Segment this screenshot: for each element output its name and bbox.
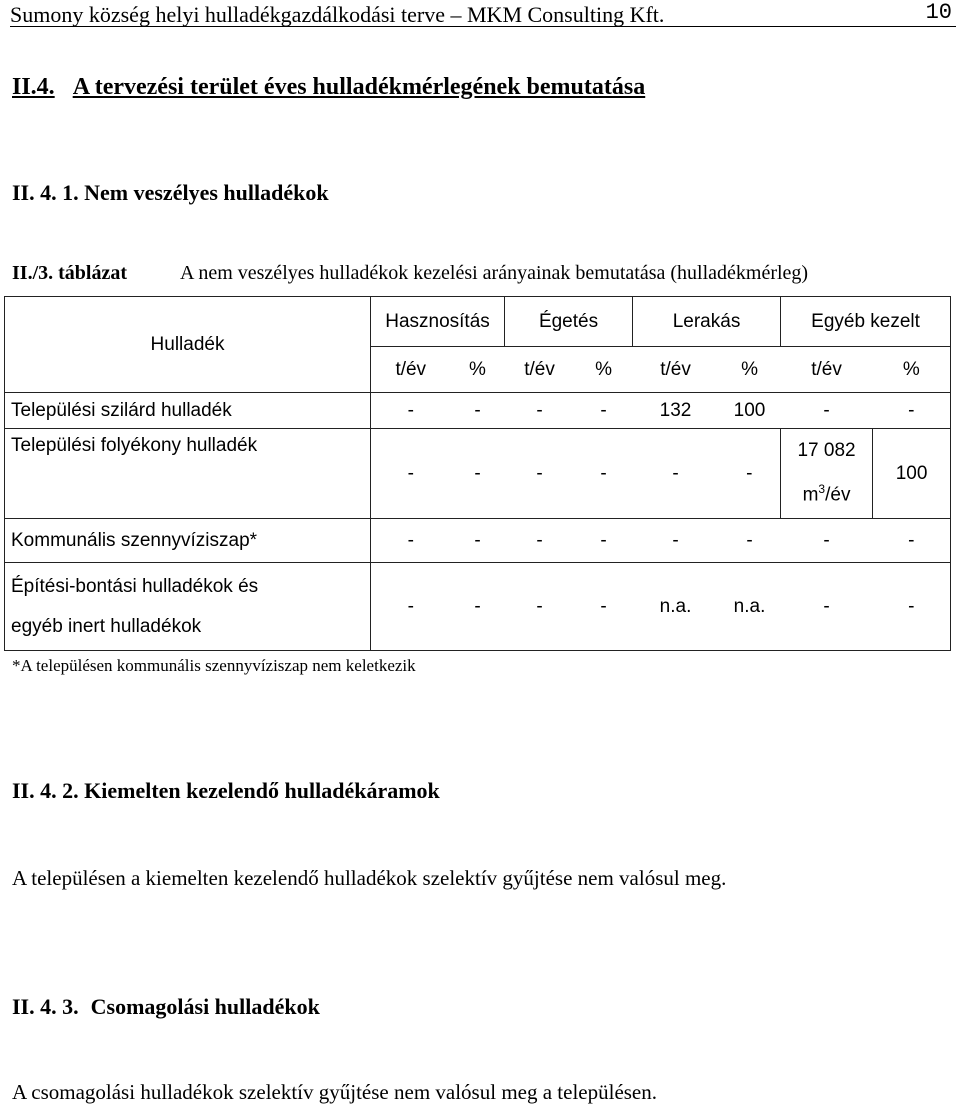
table-cell: -: [873, 519, 951, 563]
table-cell: -: [451, 519, 505, 563]
unit-header: %: [873, 347, 951, 393]
table-cell: -: [451, 393, 505, 429]
table-cell: -: [371, 519, 451, 563]
table-cell: -: [505, 519, 575, 563]
group-header-egetes: Égetés: [505, 297, 633, 347]
header-title: Sumony község helyi hulladékgazdálkodási terve – MKM Consulting Kft.: [10, 2, 665, 27]
row-label: Települési folyékony hulladék: [5, 429, 371, 519]
table-row: [5, 563, 951, 651]
section-title: A tervezési terület éves hulladékmérlegének bemutatása: [72, 74, 646, 100]
volume-value: 17 082: [797, 440, 856, 462]
paragraph-2: A csomagolási hulladékok szelektív gyűjtése nem valósul meg a településen.: [12, 1080, 658, 1104]
subsection-heading-3: [12, 994, 320, 1020]
paragraph-1: A településen a kiemelten kezelendő hulladékok szelektív gyűjtése nem valósul meg.: [12, 866, 727, 890]
group-header-egyeb-kezelt: Egyéb kezelt: [781, 297, 951, 347]
table-cell: -: [575, 563, 633, 651]
table-cell: -: [505, 429, 575, 519]
page-number: 10: [925, 0, 952, 25]
table-cell: -: [371, 429, 451, 519]
table-cell: -: [575, 519, 633, 563]
section-heading: [12, 74, 645, 101]
table-cell: -: [505, 393, 575, 429]
unit-header: %: [719, 347, 781, 393]
unit-header: t/év: [781, 347, 873, 393]
group-header-lerakas: Lerakás: [633, 297, 781, 347]
table-cell: -: [371, 393, 451, 429]
table-cell: 132: [633, 393, 719, 429]
table-cell: n.a.: [633, 563, 719, 651]
table-cell: -: [633, 519, 719, 563]
table-cell: 100: [719, 393, 781, 429]
row-label-line: Építési-bontási hulladékok és: [11, 575, 259, 597]
table-cell: -: [575, 393, 633, 429]
table-cell: -: [719, 429, 781, 519]
row-label: Kommunális szennyvíziszap*: [5, 519, 371, 563]
table-cell: -: [505, 563, 575, 651]
table-corner-header: Hulladék: [5, 297, 371, 393]
unit-header: t/év: [505, 347, 575, 393]
table-cell: -: [781, 393, 873, 429]
row-label: Települési szilárd hulladék: [5, 393, 371, 429]
table-footnote: *A településen kommunális szennyvíziszap nem keletkezik: [12, 656, 416, 675]
subsection-heading-1: II. 4. 1. Nem veszélyes hulladékok: [12, 180, 329, 205]
page-header: [10, 0, 956, 27]
table-cell: -: [451, 429, 505, 519]
subsection-heading-2: II. 4. 2. Kiemelten kezelendő hulladékáramok: [12, 778, 440, 803]
table-cell: -: [719, 519, 781, 563]
table-cell: -: [451, 563, 505, 651]
unit-header: %: [575, 347, 633, 393]
waste-balance-table: [4, 296, 951, 651]
table-row: [5, 519, 951, 563]
table-cell-volume: [781, 429, 873, 519]
volume-unit: $m^3/év$: [802, 482, 851, 506]
table-cell: 100: [873, 429, 951, 519]
table-cell: n.a.: [719, 563, 781, 651]
table-cell: -: [873, 563, 951, 651]
table-caption-text: A nem veszélyes hulladékok kezelési arányainak bemutatása (hulladékmérleg): [180, 262, 809, 284]
row-label: [5, 563, 371, 651]
table-cell: -: [873, 393, 951, 429]
section-number: II.4.: [12, 74, 55, 100]
row-label-line: egyéb inert hulladékok: [11, 615, 202, 637]
unit-header: t/év: [633, 347, 719, 393]
table-cell: -: [781, 563, 873, 651]
table-cell: -: [575, 429, 633, 519]
table-caption-label: II./3. táblázat: [12, 262, 127, 284]
unit-header: t/év: [371, 347, 451, 393]
unit-header: %: [451, 347, 505, 393]
table-cell: -: [781, 519, 873, 563]
group-header-hasznositas: Hasznosítás: [371, 297, 505, 347]
table-row: [5, 429, 951, 519]
subsection-number: II. 4. 3.: [12, 994, 79, 1019]
table-cell: -: [633, 429, 719, 519]
table-row: [5, 393, 951, 429]
subsection-title: Csomagolási hulladékok: [90, 994, 320, 1019]
table-cell: -: [371, 563, 451, 651]
